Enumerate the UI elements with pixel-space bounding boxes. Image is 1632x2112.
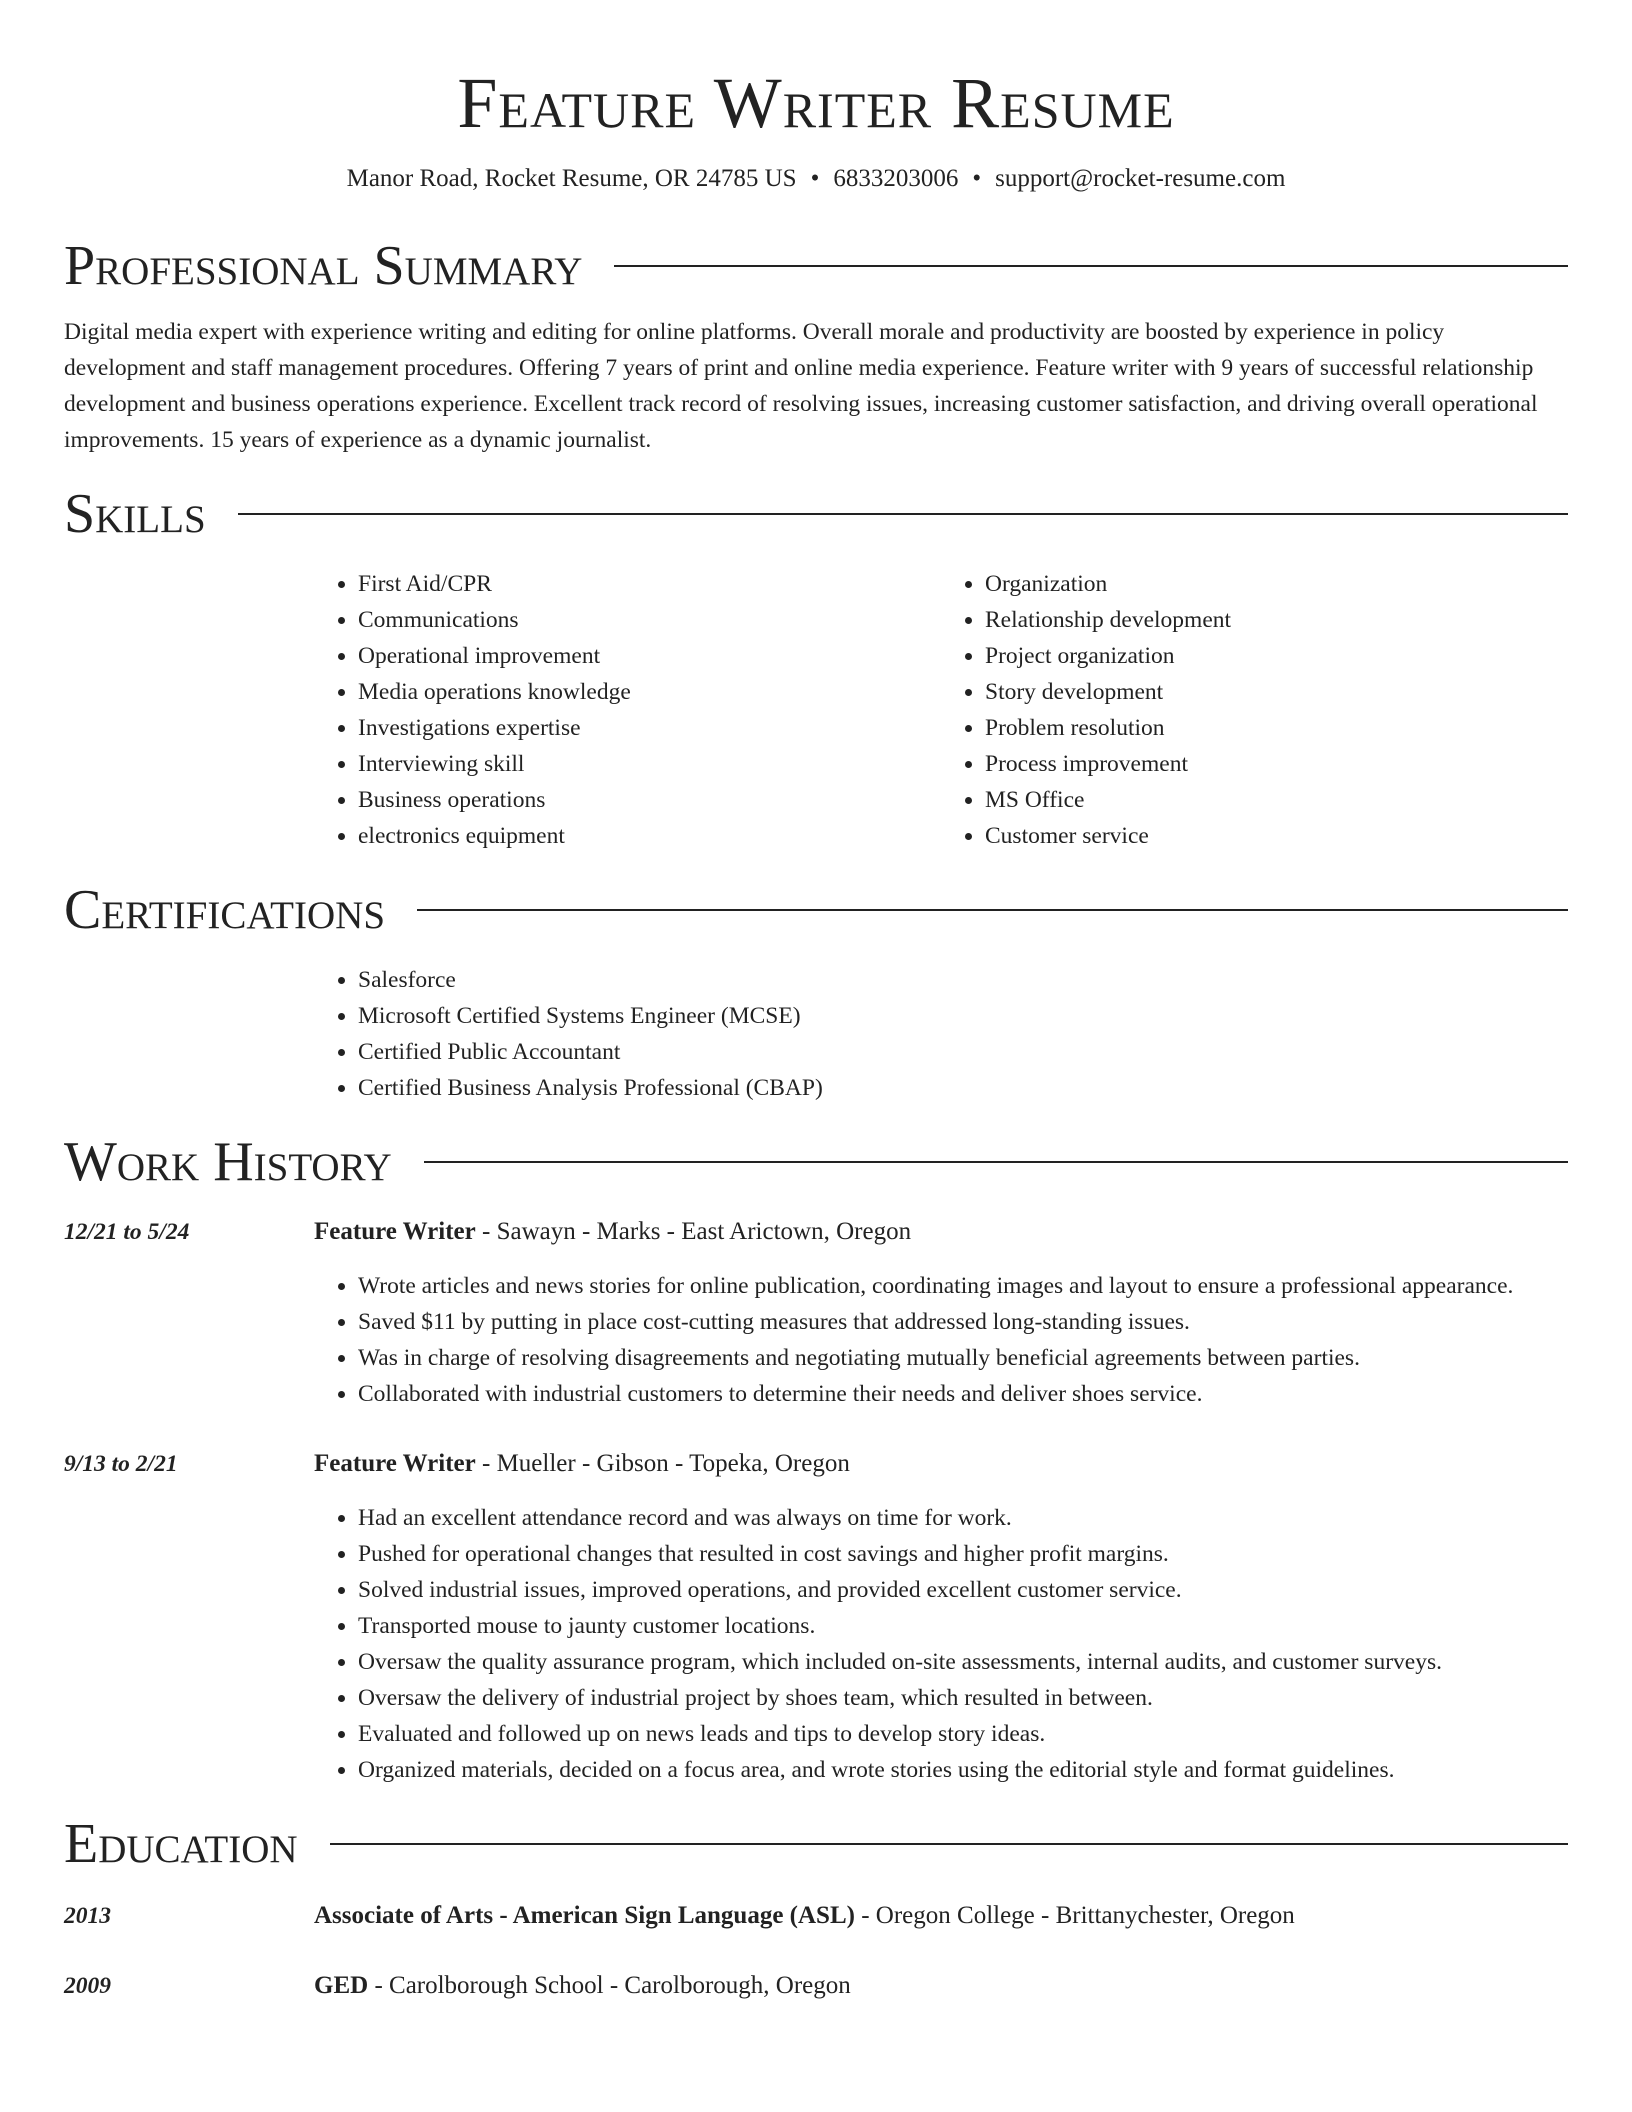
job-duties-list <box>314 1268 1568 1412</box>
education-year: 2009 <box>64 1973 111 1999</box>
skill-item: • Relationship development <box>985 602 1568 638</box>
skill-item: • First Aid/CPR <box>358 566 941 602</box>
contact-line <box>64 162 1568 196</box>
contact-address: Manor Road, Rocket Resume, OR 24785 US <box>346 165 797 192</box>
job-entry <box>64 1446 1568 1788</box>
skill-item: • Organization <box>985 566 1568 602</box>
job-duty-item: • Evaluated and followed up on news leads and tips to develop story ideas. <box>358 1716 1568 1752</box>
resume-page <box>64 0 1568 2004</box>
education-heading-line <box>314 1898 1295 1934</box>
certifications-heading: Certifications <box>64 879 386 941</box>
job-duty-item: • Oversaw the delivery of industrial project by shoes team, which resulted in between. <box>358 1680 1568 1716</box>
job-duty-item: • Was in charge of resolving disagreements and negotiating mutually beneficial agreements between parties. <box>358 1340 1568 1376</box>
education-heading-line <box>314 1968 851 2004</box>
certification-item: • Certified Public Accountant <box>358 1034 1568 1070</box>
work-history-heading: Work History <box>64 1131 392 1193</box>
skills-heading: Skills <box>64 483 206 545</box>
section-divider <box>424 1161 1568 1163</box>
skill-item: • Investigations expertise <box>358 710 941 746</box>
contact-phone: 6833203006 <box>833 165 959 192</box>
skills-list <box>314 566 1568 854</box>
education-school-location: - Oregon College - Brittanychester, Oregon <box>854 1902 1295 1929</box>
job-employer-location: - Mueller - Gibson - Topeka, Oregon <box>475 1450 850 1477</box>
skill-item: • Problem resolution <box>985 710 1568 746</box>
skill-item: • Project organization <box>985 638 1568 674</box>
contact-separator: • <box>810 165 820 192</box>
education-entry <box>64 1898 1568 1934</box>
job-duties-list <box>314 1500 1568 1788</box>
summary-section-header <box>64 234 1568 298</box>
job-employer-location: - Sawayn - Marks - East Arictown, Oregon <box>475 1218 912 1245</box>
job-dates: 9/13 to 2/21 <box>64 1451 178 1477</box>
summary-heading: Professional Summary <box>64 235 583 297</box>
section-divider <box>238 513 1568 515</box>
education-entry <box>64 1968 1568 2004</box>
education-section-header <box>64 1812 1568 1876</box>
job-duty-item: • Had an excellent attendance record and was always on time for work. <box>358 1500 1568 1536</box>
skill-item: • Business operations <box>358 782 941 818</box>
job-duty-item: • Collaborated with industrial customers to determine their needs and deliver shoes service. <box>358 1376 1568 1412</box>
certification-item: • Microsoft Certified Systems Engineer (MCSE) <box>358 998 1568 1034</box>
job-duty-item: • Transported mouse to jaunty customer locations. <box>358 1608 1568 1644</box>
section-divider <box>417 909 1568 911</box>
job-heading <box>314 1214 911 1250</box>
section-divider <box>614 265 1568 267</box>
job-title: Feature Writer <box>314 1450 476 1477</box>
work-history-section-header <box>64 1130 1568 1194</box>
skills-section-header <box>64 482 1568 546</box>
contact-email: support@rocket-resume.com <box>995 165 1286 192</box>
resume-title: Feature Writer Resume <box>457 63 1175 143</box>
education-degree: Associate of Arts - American Sign Language (ASL) <box>314 1902 855 1929</box>
education-degree: GED <box>314 1972 369 1999</box>
job-dates: 12/21 to 5/24 <box>64 1219 190 1245</box>
skill-item: • Story development <box>985 674 1568 710</box>
job-duty-item: • Saved $11 by putting in place cost-cutting measures that addressed long-standing issues. <box>358 1304 1568 1340</box>
certifications-section-header <box>64 878 1568 942</box>
education-school-location: - Carolborough School - Carolborough, Oregon <box>368 1972 851 1999</box>
education-heading: Education <box>64 1813 298 1875</box>
skill-item: • Interviewing skill <box>358 746 941 782</box>
certification-item: • Certified Business Analysis Professional (CBAP) <box>358 1070 1568 1106</box>
skill-item: • Communications <box>358 602 941 638</box>
job-duty-item: • Wrote articles and news stories for online publication, coordinating images and layout to ensure a professional appearance. <box>358 1268 1568 1304</box>
certification-item: • Salesforce <box>358 962 1568 998</box>
section-divider <box>330 1843 1568 1845</box>
certifications-list <box>314 962 1568 1106</box>
job-duty-item: • Organized materials, decided on a focus area, and wrote stories using the editorial style and format guidelines. <box>358 1752 1568 1788</box>
job-duty-item: • Oversaw the quality assurance program, which included on-site assessments, internal audits, and customer surveys. <box>358 1644 1568 1680</box>
skills-column-right <box>941 566 1568 854</box>
job-duty-item: • Pushed for operational changes that resulted in cost savings and higher profit margins. <box>358 1536 1568 1572</box>
job-heading <box>314 1446 850 1482</box>
skill-item: • Customer service <box>985 818 1568 854</box>
skill-item: • MS Office <box>985 782 1568 818</box>
job-title: Feature Writer <box>314 1218 476 1245</box>
skills-column-left <box>314 566 941 854</box>
skill-item: • electronics equipment <box>358 818 941 854</box>
summary-text: Digital media expert with experience writing and editing for online platforms. Overall morale and productivity are boosted by experience in policy development and staff management procedures. Offering 7 years of print and online media experience. Feature writer with 9 years of successful relationship development and business operations experience. Excellent track record of resolving issues, increasing customer satisfaction, and driving overall operational improvements. 15 years of experience as a dynamic journalist. <box>64 319 1538 453</box>
job-entry <box>64 1214 1568 1412</box>
skill-item: • Process improvement <box>985 746 1568 782</box>
job-duty-item: • Solved industrial issues, improved operations, and provided excellent customer service. <box>358 1572 1568 1608</box>
skill-item: • Media operations knowledge <box>358 674 941 710</box>
education-year: 2013 <box>64 1903 111 1929</box>
contact-separator: • <box>972 165 982 192</box>
skill-item: • Operational improvement <box>358 638 941 674</box>
